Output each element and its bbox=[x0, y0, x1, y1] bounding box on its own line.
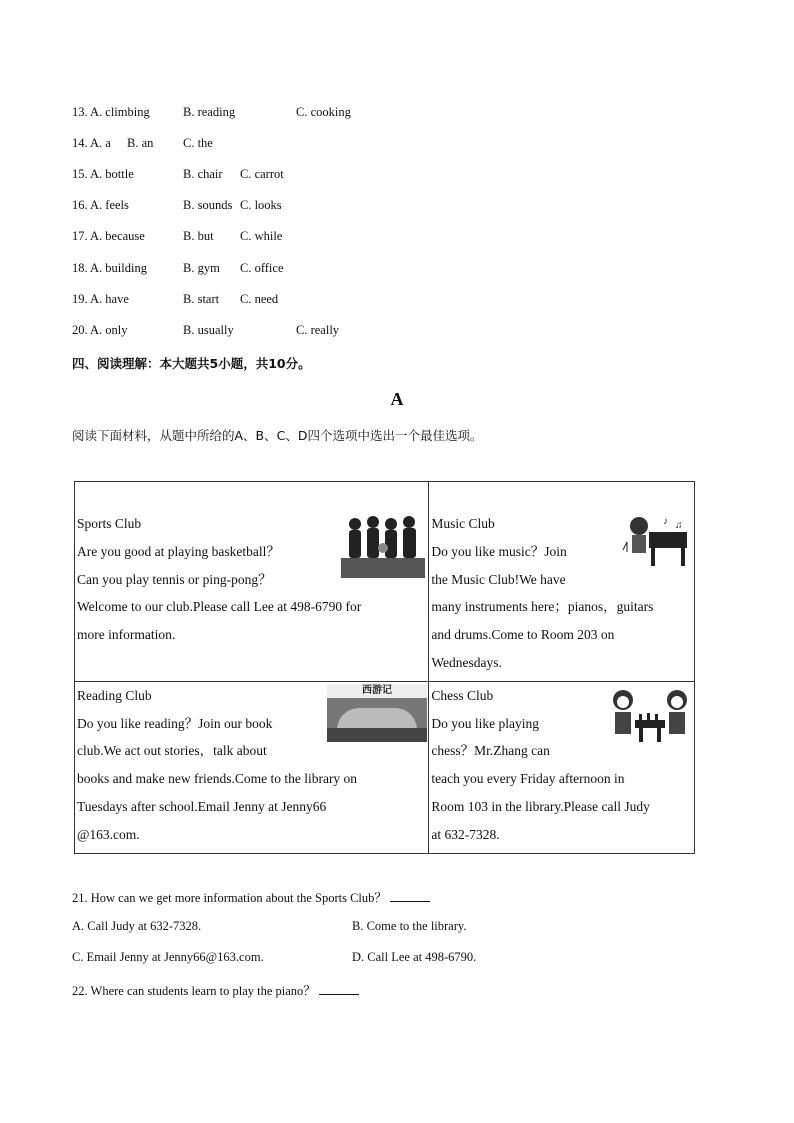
question-22 bbox=[72, 981, 359, 999]
question-number: 15. bbox=[72, 167, 88, 181]
piano-player-icon bbox=[619, 510, 691, 570]
svg-text:♫: ♫ bbox=[675, 520, 683, 531]
option-b: B. start bbox=[183, 292, 220, 306]
question-number: 14. bbox=[72, 136, 88, 150]
basketball-players-icon bbox=[341, 512, 425, 578]
option-a: A. because bbox=[90, 229, 145, 243]
reading-club-line: Do you like reading？Join our book bbox=[77, 715, 273, 731]
chess-club-line: teach you every Friday afternoon in bbox=[431, 771, 625, 787]
option-c: C. need bbox=[240, 292, 279, 306]
option-a: A. climbing bbox=[90, 105, 150, 119]
reading-club-line: @163.com. bbox=[77, 826, 140, 842]
option-c: C. cooking bbox=[296, 105, 351, 119]
choice-d: D. Call Lee at 498-6790. bbox=[352, 950, 477, 964]
option-b: B. but bbox=[183, 229, 214, 243]
music-club-line: and drums.Come to Room 203 on bbox=[431, 627, 615, 643]
option-c: C. carrot bbox=[240, 167, 284, 181]
question-number: 16. bbox=[72, 198, 88, 212]
chess-club-line: Do you like playing bbox=[431, 715, 540, 731]
option-b: B. an bbox=[127, 136, 154, 150]
option-b: B. chair bbox=[183, 167, 223, 181]
book-cover-icon bbox=[327, 684, 427, 742]
option-c: C. really bbox=[296, 323, 340, 337]
answer-blank[interactable] bbox=[390, 891, 430, 902]
reading-club-line: club.We act out stories，talk about bbox=[77, 743, 267, 759]
option-b: B. usually bbox=[183, 323, 234, 337]
reading-instruction: 阅读下面材料，从题中所给的A、B、C、D四个选项中选出一个最佳选项。 bbox=[72, 428, 483, 443]
music-club-title: Music Club bbox=[431, 516, 495, 531]
chess-club-line: at 632-7328. bbox=[431, 826, 500, 842]
question-number: 21. bbox=[72, 891, 88, 905]
option-b: B. sounds bbox=[183, 198, 233, 212]
question-number: 18. bbox=[72, 261, 88, 275]
option-c: C. the bbox=[183, 136, 213, 150]
reading-club-line: Tuesdays after school.Email Jenny at Jenny66 bbox=[77, 798, 327, 814]
question-text: How can we get more information about the Sports Club？ bbox=[90, 891, 387, 905]
sports-club-line: Can you play tennis or ping-pong？ bbox=[77, 571, 272, 587]
section-heading: 四、阅读理解：本大题共5小题，共10分。 bbox=[72, 356, 311, 371]
music-club-line: many instruments here；pianos，guitars bbox=[431, 599, 654, 615]
option-a: A. only bbox=[90, 323, 128, 337]
option-b: B. gym bbox=[183, 261, 220, 275]
svg-text:♪: ♪ bbox=[663, 516, 669, 527]
option-a: A. feels bbox=[90, 198, 129, 212]
reading-club-title: Reading Club bbox=[77, 687, 152, 703]
music-club-line: the Music Club!We have bbox=[431, 571, 566, 587]
answer-blank[interactable] bbox=[319, 984, 359, 995]
sports-club-line: more information. bbox=[77, 627, 176, 643]
option-c: C. while bbox=[240, 229, 283, 243]
chess-club-line: Room 103 in the library.Please call Judy bbox=[431, 798, 650, 814]
choice-b: B. Come to the library. bbox=[352, 919, 467, 933]
option-c: C. office bbox=[240, 261, 284, 275]
music-club-line: Do you like music？Join bbox=[431, 543, 567, 559]
option-b: B. reading bbox=[183, 105, 236, 119]
question-21 bbox=[72, 888, 430, 906]
chess-club-line: chess？Mr.Zhang can bbox=[431, 743, 550, 759]
question-number: 22. bbox=[72, 984, 88, 998]
sports-club-line: Are you good at playing basketball？ bbox=[77, 543, 280, 559]
option-a: A. have bbox=[90, 292, 129, 306]
chess-club-title: Chess Club bbox=[431, 687, 494, 703]
choice-a: A. Call Judy at 632-7328. bbox=[72, 919, 202, 933]
question-number: 19. bbox=[72, 292, 88, 306]
question-number: 13. bbox=[72, 105, 88, 119]
music-club-line: Wednesdays. bbox=[431, 654, 502, 670]
chess-players-icon bbox=[609, 686, 691, 746]
book-cover-title: 西游记 bbox=[327, 684, 427, 698]
reading-club-cell bbox=[75, 681, 429, 853]
option-c: C. looks bbox=[240, 198, 282, 212]
option-a: A. building bbox=[90, 261, 147, 275]
sports-club-line: Welcome to our club.Please call Lee at 498-6790 for bbox=[77, 599, 362, 615]
part-title: A bbox=[390, 389, 404, 409]
sports-club-cell bbox=[75, 482, 429, 682]
question-number: 17. bbox=[72, 229, 88, 243]
question-number: 20. bbox=[72, 323, 88, 337]
reading-club-line: books and make new friends.Come to the library on bbox=[77, 771, 358, 787]
question-text: Where can students learn to play the piano？ bbox=[90, 984, 316, 998]
music-club-cell bbox=[429, 482, 695, 682]
choice-c: C. Email Jenny at Jenny66@163.com. bbox=[72, 950, 264, 964]
chess-club-cell bbox=[429, 681, 695, 853]
clubs-table bbox=[74, 481, 695, 854]
option-a: A. bottle bbox=[90, 167, 134, 181]
sports-club-title: Sports Club bbox=[77, 516, 142, 531]
option-a: A. a bbox=[90, 136, 111, 150]
